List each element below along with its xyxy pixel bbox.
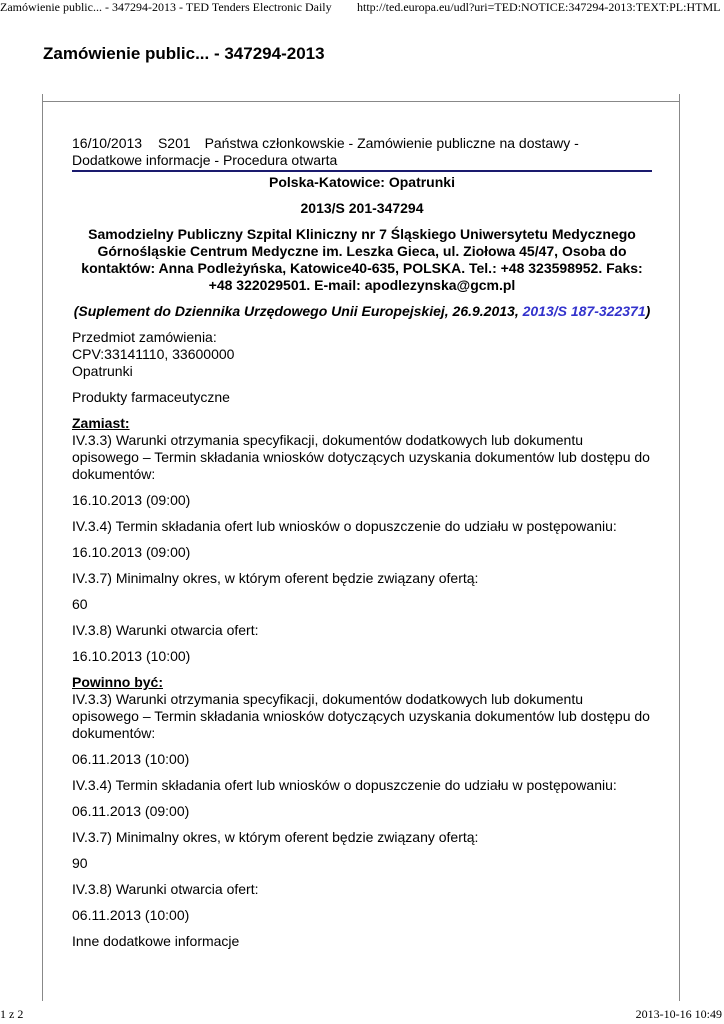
other-info-heading: Inne dodatkowe informacje [72,933,240,949]
print-footer [0,1007,724,1023]
print-header [0,0,724,18]
instead-heading: Zamiast: [72,415,130,431]
should-be-item-value: 06.11.2013 (10:00) [72,907,190,923]
supplement-text: (Suplement do Dziennika Urzędowego Unii Europejskiej, 26.9.2013, [73,303,523,319]
notice-oj: S201 [157,135,191,151]
should-be-item-value: 06.11.2013 (09:00) [72,803,190,819]
notice-type: Państwa członkowskie - Zamówienie publiczne na dostawy - Dodatkowe informacje - Procedura otwarta [72,135,579,168]
print-header-url: http://ted.europa.eu/udl?uri=TED:NOTICE:347294-2013:TEXT:PL:HTML [357,0,721,14]
notice-date: 16/10/2013 [72,135,143,151]
instead-item-value: 16.10.2013 (09:00) [72,492,191,508]
instead-item-value: 16.10.2013 (09:00) [72,544,191,560]
instead-item-value: 60 [72,596,88,612]
should-be-item-value: 90 [72,855,88,871]
notice-content [72,135,652,950]
page-counter: 1 z 2 [0,1007,24,1021]
should-be-item-label: IV.3.3) Warunki otrzymania specyfikacji, dokumentów dodatkowych lub dokumentu opisowego – Termin składania wniosków dotyczących uzyskania dokumentów lub dostępu do dokumentów: [72,691,650,741]
instead-item-label: IV.3.8) Warunki otwarcia ofert: [72,622,259,638]
instead-item-label: IV.3.7) Minimalny okres, w którym oferent będzie związany ofertą: [72,570,479,586]
page-title: Zamówienie public... - 347294-2013 [43,44,325,63]
subject-category: Produkty farmaceutyczne [72,389,230,405]
subject-cpv: CPV:33141110, 33600000 [72,346,235,362]
subject-label: Przedmiot zamówienia: [72,329,217,345]
print-datetime: 2013-10-16 10:49 [635,1007,722,1021]
subject-block [72,329,652,380]
supplement-link[interactable]: 2013/S 187-322371 [522,303,646,319]
should-be-item-label: IV.3.7) Minimalny okres, w którym oferent będzie związany ofertą: [72,829,479,845]
supplement-reference [72,303,652,320]
notice-header [72,135,652,172]
notice-place: Polska-Katowice: Opatrunki [269,174,455,190]
instead-item-label: IV.3.3) Warunki otrzymania specyfikacji, dokumentów dodatkowych lub dokumentu opisowego – Termin składania wniosków dotyczących uzyskania dokumentów lub dostępu do dokumentów: [72,432,650,482]
instead-item-value: 16.10.2013 (10:00) [72,648,191,664]
print-header-title: Zamówienie public... - 347294-2013 - TED Tenders Electronic Daily [0,0,332,14]
should-be-item-label: IV.3.4) Termin składania ofert lub wniosków o dopuszczenie do udziału w postępowaniu: [72,777,617,793]
supplement-end: ) [645,303,651,319]
instead-item-label: IV.3.4) Termin składania ofert lub wniosków o dopuszczenie do udziału w postępowaniu: [72,518,617,534]
should-be-item-label: IV.3.8) Warunki otwarcia ofert: [72,881,259,897]
contracting-authority: Samodzielny Publiczny Szpital Kliniczny nr 7 Śląskiego Uniwersytetu Medycznego Górnośląskie Centrum Medyczne im. Leszka Gieca, ul. Ziołowa 45/47, Osoba do kontaktów: Anna Podleżyńska, Katowice40-635, POLSKA. Tel.: +48 323598952. Faks: +48 322029501. E-mail: apodlezynska@gcm.pl [81,226,643,293]
notice-number: 2013/S 201-347294 [300,200,424,216]
should-be-heading: Powinno być: [72,674,163,690]
subject-name: Opatrunki [72,363,133,379]
should-be-item-value: 06.11.2013 (10:00) [72,751,190,767]
